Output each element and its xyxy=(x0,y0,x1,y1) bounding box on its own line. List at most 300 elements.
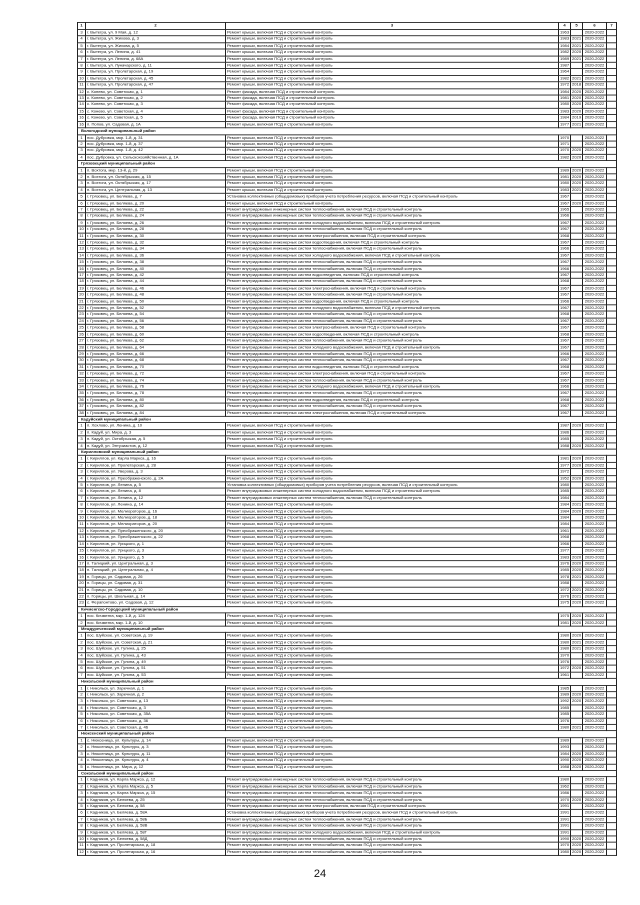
work-type-cell: Ремонт крыши, включая ПСД и строительный контроль xyxy=(226,534,559,541)
address-cell: г. Никольск, ул. Советская, д. 13 xyxy=(86,698,226,705)
year-built-cell: 1984 xyxy=(560,501,570,507)
row-number: 3 xyxy=(78,148,86,155)
work-type-cell: Установка коллективных (общедомовых) приборов учета потребления ресурсов, включая ПСД и строительный контроль xyxy=(226,482,559,489)
last-repair-cell: 2020 xyxy=(572,200,582,205)
address-cell: п. Горицы, ул. Садовая, д. 26 xyxy=(86,574,226,581)
work-type-cell: Ремонт крыши, включая ПСД и строительный контроль xyxy=(226,180,559,187)
year-built-cell: 1992 xyxy=(560,698,570,704)
last-repair-cell: 2021 xyxy=(572,36,582,41)
work-type-cell: Ремонт крыши, включая ПСД и строительный контроль xyxy=(226,574,559,581)
work-type-cell: Ремонт крыши, включая ПСД и строительный контроль xyxy=(226,521,559,528)
year-built-cell: 1961 xyxy=(560,528,570,533)
row-number: 2 xyxy=(78,174,86,181)
year-built-cell: 1986 xyxy=(560,790,570,795)
row-number: 4 xyxy=(78,443,86,450)
work-type-cell: Ремонт крыши, включая ПСД и строительный контроль xyxy=(226,751,559,758)
work-type-cell: Ремонт внутридомовых инженерных систем теплоснабжения, включая ПСД и строительный контроль xyxy=(226,823,559,830)
row-number: 5 xyxy=(78,711,86,718)
address-cell: г. Грязовец, ул. Беляева, д. 50 xyxy=(86,298,226,305)
work-type-cell: Ремонт внутридомовых инженерных систем холодного водоснабжения, включая ПСД и строительный контроль xyxy=(226,344,559,351)
row-number: 32 xyxy=(79,370,84,376)
period-cell: 2020-2022 xyxy=(583,639,607,646)
column-header: 2 xyxy=(86,22,226,29)
row-number: 25 xyxy=(79,324,84,330)
period-cell: 2020-2022 xyxy=(583,600,607,607)
work-type-cell: Ремонт крыши, включая ПСД и строительный контроль xyxy=(226,134,559,141)
address-cell: г. Грязовец, ул. Беляева, д. 56 xyxy=(86,318,226,325)
last-repair-cell: 2020 xyxy=(572,423,582,428)
address-cell: п. Вохтога, ул. Октябрьская, д. 17 xyxy=(86,180,226,187)
address-cell: п. Горицы, ул. Школьная, д. 14 xyxy=(86,593,226,600)
address-cell: п. Вохтога, ул. Октябрьская, д. 15 xyxy=(86,174,226,181)
year-built-cell: 1982 xyxy=(560,154,570,159)
period-cell: 2020-2022 xyxy=(583,593,607,600)
address-cell: г. Вытегра, ул. Луначарского, д. 11 xyxy=(86,62,226,69)
work-type-cell: Ремонт крыши, включая ПСД и строительный контроль xyxy=(226,174,559,181)
row-number: 9 xyxy=(78,220,86,227)
period-cell: 2020-2022 xyxy=(583,724,607,731)
year-built-cell: 1967 xyxy=(560,390,570,395)
period-cell: 2020-2022 xyxy=(583,587,607,594)
address-cell: г. Грязовец, ул. Беляева, д. 74 xyxy=(86,377,226,384)
table-header-row xyxy=(78,22,617,29)
address-cell: с. Конево, ул. Советская, д. 5 xyxy=(86,115,226,122)
period-cell: 2020-2022 xyxy=(583,377,607,384)
row-number: 3 xyxy=(78,30,86,37)
last-repair-cell: 2020 xyxy=(572,102,582,107)
last-repair-cell: 2021 xyxy=(572,587,582,592)
year-built-cell: 1990 xyxy=(560,757,570,763)
row-number: 20 xyxy=(79,292,84,297)
row-number: 33 xyxy=(79,377,84,382)
work-type-cell: Ремонт внутридомовых инженерных систем теплоснабжения, включая ПСД и строительный контроль xyxy=(226,816,559,823)
period-cell: 2020-2022 xyxy=(583,561,607,568)
last-repair-cell: 2018 xyxy=(572,82,582,87)
period-cell: 2020-2022 xyxy=(583,488,607,495)
row-number: 31 xyxy=(79,364,84,369)
address-cell: с. Конево, ул. Советская, д. 4 xyxy=(86,108,226,115)
period-cell: 2020-2022 xyxy=(583,541,607,548)
address-cell: г. Грязовец, ул. Беляева, д. 52 xyxy=(86,305,226,312)
address-cell: г. Грязовец, ул. Беляева, д. 7 xyxy=(86,193,226,200)
row-number: 3 xyxy=(78,751,86,758)
period-cell: 2020-2022 xyxy=(583,233,607,240)
row-number: 22 xyxy=(79,305,84,310)
period-cell: 2020-2022 xyxy=(583,777,607,784)
last-repair-cell: 2020 xyxy=(572,456,582,461)
address-cell: п. Кадуй, ул. Мира, д. 3 xyxy=(86,429,226,436)
address-cell: пос. Шуйское, ул. Гулина, д. 49 xyxy=(86,659,226,666)
work-type-cell: Ремонт крыши, включая ПСД и строительный контроль xyxy=(226,718,559,725)
row-number: 11 xyxy=(79,82,84,87)
last-repair-cell: 2021 xyxy=(572,187,582,192)
period-cell: 2020-2022 xyxy=(583,515,607,522)
year-built-cell: 1981 xyxy=(560,95,570,100)
last-repair-cell: 2020 xyxy=(572,154,582,159)
row-number: 9 xyxy=(78,69,86,76)
row-number: 3 xyxy=(78,180,86,187)
year-built-cell: 1975 xyxy=(560,613,570,618)
address-cell: с. Конево, ул. Советская, д. 3 xyxy=(86,102,226,109)
work-type-cell: Ремонт крыши, включая ПСД и строительный контроль xyxy=(226,200,559,207)
year-built-cell: 1980 xyxy=(560,180,570,186)
work-type-cell: Ремонт крыши, включая ПСД и строительный контроль xyxy=(226,429,559,436)
address-cell: п. Талицкий, ул. Центральная, д. 4 xyxy=(86,567,226,574)
period-cell: 2020-2022 xyxy=(583,842,607,849)
row-number: 18 xyxy=(79,279,84,284)
year-built-cell: 1968 xyxy=(560,397,570,402)
last-repair-cell: 2021 xyxy=(572,56,582,61)
row-number: 5 xyxy=(78,43,86,50)
year-built-cell: 1967 xyxy=(560,305,570,310)
row-number: 4 xyxy=(78,154,86,161)
row-number: 16 xyxy=(79,121,84,127)
row-number: 27 xyxy=(79,338,84,343)
row-number: 2 xyxy=(78,744,86,751)
year-built-cell: 1966 xyxy=(560,541,570,546)
address-cell: г. Грязовец, ул. Беляева, д. 20 xyxy=(86,200,226,207)
year-built-cell: 1967 xyxy=(560,377,570,382)
address-cell: г. Кадников, ул. Карла Маркса, д. 12 xyxy=(86,777,226,784)
period-cell: 2020-2022 xyxy=(583,331,607,338)
last-repair-cell: 2020 xyxy=(572,174,582,179)
address-cell: п. Вохтога, ул. Центральная, д. 13 xyxy=(86,187,226,194)
year-built-cell: 1967 xyxy=(560,324,570,330)
last-repair-cell: 2021 xyxy=(572,501,582,507)
last-repair-cell: 2020 xyxy=(572,613,582,618)
year-built-cell: 1968 xyxy=(560,364,570,369)
address-cell: г. Кадников, ул. Беляева, д. 58Д xyxy=(86,836,226,843)
address-cell: г. Вытегра, ул. Ленина, д. 41 xyxy=(86,49,226,56)
year-built-cell: 1983 xyxy=(560,554,570,559)
column-header: 5 xyxy=(571,22,583,29)
address-cell: г. Кадников, ул. Пролетарская, д. 18 xyxy=(86,842,226,849)
period-cell: 2020-2022 xyxy=(583,357,607,364)
work-type-cell: Ремонт крыши, включая ПСД и строительный контроль xyxy=(226,757,559,764)
row-number: 4 xyxy=(78,797,86,804)
period-cell: 2020-2022 xyxy=(583,36,607,43)
work-type-cell: Ремонт крыши, включая ПСД и строительный контроль xyxy=(226,423,559,430)
period-cell: 2020-2022 xyxy=(583,829,607,836)
work-type-cell: Ремонт крыши, включая ПСД и строительный контроль xyxy=(226,167,559,174)
year-built-cell: 1985 xyxy=(560,436,570,441)
year-built-cell: 1983 xyxy=(560,108,570,114)
work-type-cell: Ремонт внутридомовых инженерных систем холодного водоснабжения, включая ПСД и строительный контроль xyxy=(226,829,559,836)
period-cell: 2020-2022 xyxy=(583,220,607,227)
row-number: 16 xyxy=(79,115,84,120)
work-type-cell: Ремонт крыши, включая ПСД и строительный контроль xyxy=(226,744,559,751)
year-built-cell: 1970 xyxy=(560,652,570,658)
year-built-cell: 1967 xyxy=(560,272,570,277)
row-number: 24 xyxy=(79,318,84,323)
period-cell: 2020-2022 xyxy=(583,259,607,266)
year-built-cell: 1981 xyxy=(560,456,570,461)
work-type-cell: Ремонт крыши, включая ПСД и строительный контроль xyxy=(226,541,559,548)
row-number: 11 xyxy=(79,842,84,848)
address-cell: г. Кириллов, ул. Преображенского, д. 20 xyxy=(86,528,226,535)
address-cell: г. Кириллов, ул. Карла Маркса, д. 16 xyxy=(86,456,226,463)
work-type-cell: Ремонт крыши, включая ПСД и строительный контроль xyxy=(226,69,559,76)
period-cell: 2020-2022 xyxy=(583,475,607,482)
row-number: 5 xyxy=(78,803,86,810)
work-type-cell: Ремонт крыши, включая ПСД и строительный контроль xyxy=(226,456,559,463)
period-cell: 2020-2022 xyxy=(583,43,607,50)
address-cell: г. Грязовец, ул. Беляева, д. 72 xyxy=(86,370,226,377)
period-cell: 2020-2022 xyxy=(583,279,607,286)
year-built-cell: 1966 xyxy=(560,298,570,304)
year-built-cell: 1964 xyxy=(560,69,570,74)
last-repair-cell: 2020 xyxy=(572,620,582,625)
year-built-cell: 1977 xyxy=(560,462,570,468)
work-type-cell: Ремонт крыши, включая ПСД и строительный контроль xyxy=(226,502,559,509)
period-cell: 2020-2022 xyxy=(583,403,607,410)
period-cell: 2020-2022 xyxy=(583,325,607,332)
year-built-cell: 1966 xyxy=(560,265,570,271)
row-number: 34 xyxy=(79,383,84,389)
row-number: 12 xyxy=(79,88,84,94)
row-number: 7 xyxy=(78,724,86,731)
row-number: 4 xyxy=(78,36,86,43)
year-built-cell: 1967 xyxy=(560,344,570,350)
year-built-cell: 1970 xyxy=(560,797,570,802)
address-cell: г. Кадников, ул. Карла Маркса, д. 5 xyxy=(86,783,226,790)
period-cell: 2020-2022 xyxy=(583,75,607,82)
last-repair-cell: 2020 xyxy=(572,698,582,704)
work-type-cell: Ремонт внутридомовых инженерных систем теплоснабжения, включая ПСД и строительный контроль xyxy=(226,790,559,797)
work-type-cell: Ремонт фасада, включая ПСД и строительный контроль xyxy=(226,95,559,102)
period-cell: 2020-2022 xyxy=(583,672,607,679)
work-type-cell: Ремонт крыши, включая ПСД и строительный контроль xyxy=(226,508,559,515)
last-repair-cell: 2020 xyxy=(572,95,582,100)
year-built-cell: 1987 xyxy=(560,62,570,68)
period-cell: 2020-2022 xyxy=(583,298,607,305)
row-number: 6 xyxy=(78,49,86,56)
period-cell: 2020-2022 xyxy=(583,292,607,299)
document-page xyxy=(77,22,616,856)
period-cell: 2020-2022 xyxy=(583,613,607,620)
address-cell: с. Нюксеница, ул. Мира, д. 12 xyxy=(86,764,226,771)
work-type-cell: Ремонт внутридомовых инженерных систем теплоснабжения, включая ПСД и строительный контроль xyxy=(226,318,559,325)
work-type-cell: Ремонт внутридомовых инженерных систем электроснабжения, включая ПСД и строительный контроль xyxy=(226,803,559,810)
last-repair-cell: 2020 xyxy=(572,665,582,671)
year-built-cell: 1988 xyxy=(560,580,570,586)
address-cell: пос. Дубровка, ул. Сельскохозяйственная, д. 1А xyxy=(86,154,226,161)
year-built-cell: 1984 xyxy=(560,515,570,520)
row-number: 8 xyxy=(78,62,86,69)
address-cell: г. Вытегра, ул. Пролетарская, д. 45 xyxy=(86,75,226,82)
row-number: 14 xyxy=(79,541,84,546)
work-type-cell: Ремонт крыши, включая ПСД и строительный контроль xyxy=(226,587,559,594)
year-built-cell: 1984 xyxy=(560,751,570,756)
year-built-cell: 1988 xyxy=(560,764,570,769)
year-built-cell: 1976 xyxy=(560,561,570,566)
row-number: 6 xyxy=(78,718,86,725)
period-cell: 2020-2022 xyxy=(583,272,607,279)
period-cell: 2020-2022 xyxy=(583,692,607,699)
period-cell: 2020-2022 xyxy=(583,469,607,476)
work-type-cell: Ремонт фасада, включая ПСД и строительный контроль xyxy=(226,108,559,115)
address-cell: г. Грязовец, ул. Беляева, д. 58 xyxy=(86,325,226,332)
address-cell: г. Грязовец, ул. Беляева, д. 28 xyxy=(86,226,226,233)
address-cell: пос. Шуйское, ул. Советская, д. 19 xyxy=(86,633,226,640)
last-repair-cell: 2021 xyxy=(572,639,582,645)
work-type-cell: Ремонт крыши, включая ПСД и строительный контроль xyxy=(226,738,559,745)
year-built-cell: 1967 xyxy=(560,292,570,297)
last-repair-cell: 2021 xyxy=(572,574,582,579)
year-built-cell: 1970 xyxy=(560,134,570,140)
period-cell: 2020-2022 xyxy=(583,89,607,96)
period-cell: 2020-2022 xyxy=(583,167,607,174)
work-type-cell: Ремонт внутридомовых инженерных систем теплоснабжения, включая ПСД и строительный контроль xyxy=(226,783,559,790)
row-number: 7 xyxy=(78,56,86,63)
year-built-cell: 1965 xyxy=(560,206,570,212)
row-number: 8 xyxy=(78,502,86,509)
row-number: 13 xyxy=(79,534,84,540)
work-type-cell: Ремонт внутридомовых инженерных систем холодного водоснабжения, включая ПСД и строительный контроль xyxy=(226,252,559,259)
address-cell: г. Грязовец, ул. Беляева, д. 22 xyxy=(86,207,226,214)
row-number: 5 xyxy=(78,764,86,771)
period-cell: 2020-2022 xyxy=(583,751,607,758)
year-built-cell: 1967 xyxy=(560,193,570,199)
period-cell: 2020-2022 xyxy=(583,102,607,109)
work-type-cell: Ремонт крыши, включая ПСД и строительный контроль xyxy=(226,652,559,659)
period-cell: 2020-2022 xyxy=(583,370,607,377)
last-repair-cell: 2020 xyxy=(572,836,582,841)
work-type-cell: Ремонт крыши, включая ПСД и строительный контроль xyxy=(226,692,559,699)
work-type-cell: Ремонт крыши, включая ПСД и строительный контроль xyxy=(226,620,559,627)
row-number: 6 xyxy=(78,810,86,817)
address-cell: г. Кадников, ул. Беляева, д. 58Г xyxy=(86,829,226,836)
address-cell: г. Грязовец, ул. Беляева, д. 84 xyxy=(86,410,226,417)
year-built-cell: 1991 xyxy=(560,810,570,815)
period-cell: 2020-2022 xyxy=(583,56,607,63)
period-cell: 2020-2022 xyxy=(583,744,607,751)
address-cell: г. Грязовец, ул. Беляева, д. 48 xyxy=(86,292,226,299)
work-type-cell: Ремонт крыши, включая ПСД и строительный контроль xyxy=(226,475,559,482)
period-cell: 2020-2022 xyxy=(583,69,607,76)
year-built-cell: 1971 xyxy=(560,141,570,146)
note-cell xyxy=(607,849,617,856)
work-type-cell: Ремонт крыши, включая ПСД и строительный контроль xyxy=(226,436,559,443)
year-built-cell: 1985 xyxy=(560,685,570,690)
work-type-cell: Ремонт внутридомовых инженерных систем теплоснабжения, включая ПСД и строительный контроль xyxy=(226,836,559,843)
row-number: 7 xyxy=(78,816,86,823)
row-number: 21 xyxy=(79,298,84,304)
row-number: 7 xyxy=(78,495,86,502)
row-number: 26 xyxy=(79,331,84,336)
row-number: 12 xyxy=(79,528,84,533)
address-cell: с. Нюксеница, ул. Культуры, д. 4 xyxy=(86,757,226,764)
period-cell: 2020-2022 xyxy=(583,462,607,469)
row-number: 8 xyxy=(78,823,86,830)
work-type-cell: Ремонт крыши, включая ПСД и строительный контроль xyxy=(226,75,559,82)
period-cell: 2020-2022 xyxy=(583,738,607,745)
period-cell: 2020-2022 xyxy=(583,646,607,653)
address-cell: г. Кириллов, ул. Пролетарская, д. 28 xyxy=(86,462,226,469)
row-number: 1 xyxy=(78,456,86,463)
address-cell: г. Кириллов, ул. Урицкого, д. 5 xyxy=(86,554,226,561)
work-type-cell: Установка коллективных (общедомовых) приборов учета потребления ресурсов, включая ПСД и строительный контроль xyxy=(226,193,559,200)
work-type-cell: Ремонт крыши, включая ПСД и строительный контроль xyxy=(226,43,559,50)
work-type-cell: Ремонт крыши, включая ПСД и строительный контроль xyxy=(226,462,559,469)
period-cell: 2020-2022 xyxy=(583,764,607,771)
address-cell: г. Грязовец, ул. Беляева, д. 82 xyxy=(86,403,226,410)
last-repair-cell: 2020 xyxy=(572,475,582,481)
last-repair-cell: 2020 xyxy=(572,167,582,173)
work-type-cell: Ремонт крыши, включая ПСД и строительный контроль xyxy=(226,705,559,712)
address-cell: г. Грязовец, ул. Беляева, д. 40 xyxy=(86,266,226,273)
year-built-cell: 1984 xyxy=(560,495,570,500)
year-built-cell: 1967 xyxy=(560,259,570,264)
period-cell: 2020-2022 xyxy=(583,410,607,417)
address-cell: пос. Кичменга, мкр. 1-й, д. 10 xyxy=(86,620,226,627)
last-repair-cell: 2020 xyxy=(572,561,582,566)
row-number: 3 xyxy=(78,436,86,443)
row-number: 3 xyxy=(78,790,86,797)
row-number: 30 xyxy=(79,357,84,363)
address-cell: с. Нюксеница, ул. Культуры, д. 11 xyxy=(86,751,226,758)
address-cell: г. Вытегра, ул. Жихова, д. 5 xyxy=(86,43,226,50)
period-cell: 2020-2022 xyxy=(583,502,607,509)
row-number: 2 xyxy=(78,141,86,148)
row-number: 36 xyxy=(79,397,84,402)
period-cell: 2020-2022 xyxy=(583,397,607,404)
period-cell: 2020-2022 xyxy=(583,534,607,541)
work-type-cell: Ремонт крыши, включая ПСД и строительный контроль xyxy=(226,528,559,535)
section-title: Грязовецкий муниципальный район xyxy=(78,161,617,168)
period-cell: 2020-2022 xyxy=(583,134,607,141)
year-built-cell: 1984 xyxy=(560,115,570,120)
period-cell: 2020-2022 xyxy=(583,705,607,712)
work-type-cell: Ремонт крыши, включая ПСД и строительный контроль xyxy=(226,724,559,731)
row-number: 18 xyxy=(79,567,84,572)
work-type-cell: Ремонт фасада, включая ПСД и строительный контроль xyxy=(226,115,559,122)
year-built-cell: 1967 xyxy=(560,403,570,409)
address-cell: г. Кириллов, ул. Ленина, д. 5 xyxy=(86,482,226,489)
work-type-cell: Ремонт крыши, включая ПСД и строительный контроль xyxy=(226,567,559,574)
address-cell: с. Нюксеница, ул. Культуры, д. 3 xyxy=(86,744,226,751)
work-type-cell: Ремонт крыши, включая ПСД и строительный контроль xyxy=(226,187,559,194)
row-number: 8 xyxy=(78,213,86,220)
address-cell: г. Грязовец, ул. Беляева, д. 34 xyxy=(86,246,226,253)
row-number: 17 xyxy=(79,561,84,566)
row-number: 17 xyxy=(79,272,84,277)
address-cell: пос. Кичменга, мкр. 1-й, д. 124 xyxy=(86,613,226,620)
year-built-cell: 1976 xyxy=(560,593,570,599)
row-number: 13 xyxy=(79,246,84,251)
period-cell: 2020-2022 xyxy=(583,652,607,659)
year-built-cell: 1976 xyxy=(560,659,570,664)
year-built-cell: 1968 xyxy=(560,279,570,284)
year-built-cell: 1972 xyxy=(560,665,570,671)
work-type-cell: Ремонт крыши, включая ПСД и строительный контроль xyxy=(226,154,559,161)
row-number: 1 xyxy=(78,613,86,620)
address-cell: г. Никольск, ул. Советская, д. 36 xyxy=(86,718,226,725)
row-number: 4 xyxy=(78,757,86,764)
address-cell: с. Ферапонтово, ул. Садовая, д. 12 xyxy=(86,600,226,607)
section-title: Никольский муниципальный район xyxy=(78,679,617,686)
address-cell: пос. Дубровка, мкр. 1-й, д. 37 xyxy=(86,141,226,148)
row-number: 6 xyxy=(78,200,86,207)
address-cell: г. Грязовец, ул. Беляева, д. 60 xyxy=(86,331,226,338)
period-cell: 2020-2022 xyxy=(583,803,607,810)
address-cell: г. Грязовец, ул. Беляева, д. 68 xyxy=(86,357,226,364)
last-repair-cell: 2020 xyxy=(572,842,582,848)
work-type-cell: Ремонт внутридомовых инженерных систем холодного водоснабжения, включая ПСД и строительный контроль xyxy=(226,384,559,391)
row-number: 6 xyxy=(78,488,86,495)
work-type-cell: Ремонт внутридомовых инженерных систем теплоснабжения, включая ПСД и строительный контроль xyxy=(226,207,559,214)
section-title: Кичменгско-Городецкий муниципальный район xyxy=(78,606,617,613)
